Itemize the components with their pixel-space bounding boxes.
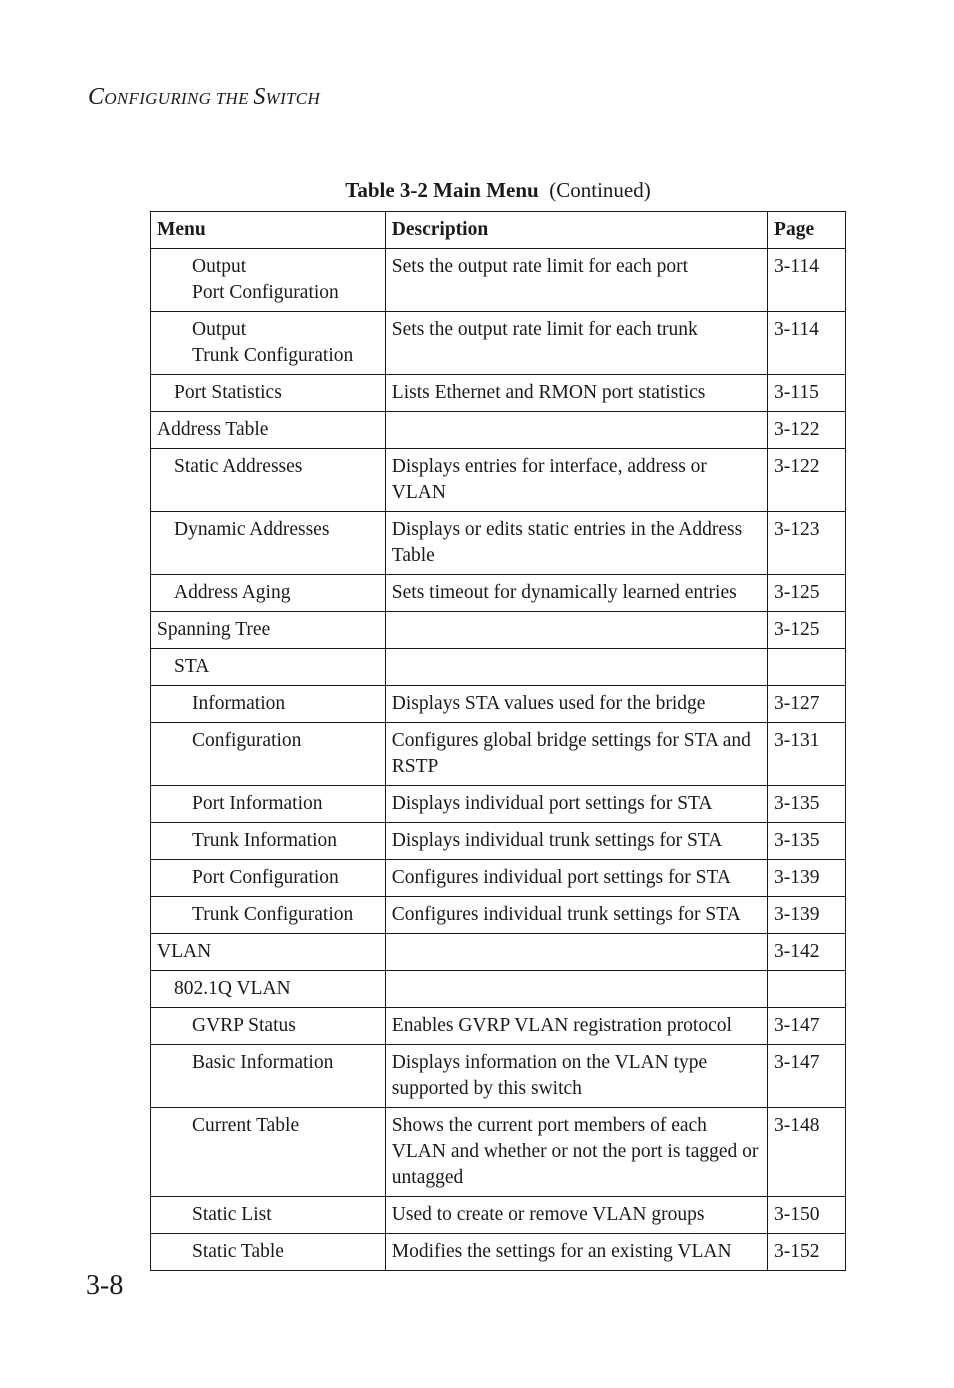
table-body [151,249,846,1271]
menu-item-label: VLAN [157,941,212,962]
menu-cell [151,612,386,649]
menu-item-label: Basic Information [192,1052,334,1073]
menu-item-text [157,1113,379,1139]
table-caption-suffix: (Continued) [549,178,651,202]
menu-item-text [157,1013,379,1039]
table-row [151,860,846,897]
page-cell: 3-122 [768,412,846,449]
menu-item-text [157,254,379,306]
menu-item-label: Port Information [192,793,323,814]
menu-item-text [157,517,379,543]
table-row [151,786,846,823]
description-cell: Displays STA values used for the bridge [385,686,767,723]
menu-cell [151,1234,386,1271]
menu-item-text [157,1202,379,1228]
menu-cell [151,649,386,686]
menu-item-label: Output [192,319,247,340]
table-row [151,412,846,449]
menu-cell [151,575,386,612]
menu-cell [151,249,386,312]
menu-cell [151,860,386,897]
page-cell: 3-147 [768,1045,846,1108]
table-row [151,971,846,1008]
menu-item-label: Trunk Configuration [192,904,354,925]
menu-item-label: Spanning Tree [157,619,271,640]
page-cell: 3-142 [768,934,846,971]
menu-item-text [157,791,379,817]
menu-item-text [157,1239,379,1265]
menu-item-label: Port Statistics [174,382,282,403]
table-row [151,897,846,934]
menu-item-text [157,939,379,965]
menu-item-text [157,580,379,606]
page-cell: 3-135 [768,823,846,860]
page-cell [768,649,846,686]
menu-item-text [157,728,379,754]
description-cell: Displays entries for interface, address or VLAN [385,449,767,512]
menu-cell [151,897,386,934]
table-row [151,449,846,512]
menu-item-text [157,654,379,680]
table-caption [150,178,846,203]
column-header-page: Page [768,212,846,249]
menu-cell [151,1108,386,1197]
table-row [151,375,846,412]
menu-cell [151,823,386,860]
description-cell: Displays or edits static entries in the Address Table [385,512,767,575]
page-cell: 3-131 [768,723,846,786]
header-initial-s: S [253,84,266,110]
column-header-menu: Menu [151,212,386,249]
page-cell: 3-139 [768,860,846,897]
menu-item-label: Output [192,256,247,277]
menu-item-text [157,865,379,891]
menu-item-label: Trunk Information [192,830,337,851]
menu-cell [151,1008,386,1045]
menu-cell [151,449,386,512]
description-cell: Configures global bridge settings for STA and RSTP [385,723,767,786]
menu-item-label: Current Table [192,1115,300,1136]
table-caption-label: Table 3-2 Main Menu [345,178,539,202]
menu-item-label: 802.1Q VLAN [174,978,291,999]
page-cell: 3-114 [768,249,846,312]
table-row [151,1197,846,1234]
page-cell: 3-148 [768,1108,846,1197]
menu-item-text [157,902,379,928]
page-cell: 3-127 [768,686,846,723]
description-cell: Sets the output rate limit for each port [385,249,767,312]
description-cell [385,971,767,1008]
table-row [151,249,846,312]
menu-item-label: Static Addresses [174,456,303,477]
menu-item-label: Static List [192,1204,272,1225]
header-smallcaps-2: WITCH [265,89,321,108]
header-smallcaps-1: ONFIGURING THE [104,89,254,108]
table-row [151,1008,846,1045]
menu-item-text [157,828,379,854]
menu-cell [151,786,386,823]
page-number: 3-8 [86,1270,124,1301]
description-cell: Configures individual trunk settings for STA [385,897,767,934]
menu-cell [151,412,386,449]
page-cell [768,971,846,1008]
menu-item-label: STA [174,656,210,677]
menu-cell [151,512,386,575]
description-cell [385,649,767,686]
menu-item-text [157,417,379,443]
page-cell: 3-125 [768,575,846,612]
table-row [151,1108,846,1197]
table-row [151,312,846,375]
menu-item-label: Information [192,693,286,714]
table-row [151,512,846,575]
description-cell [385,412,767,449]
description-cell [385,612,767,649]
table-row [151,723,846,786]
table-row [151,575,846,612]
menu-item-label: Configuration [192,730,302,751]
page-cell: 3-125 [768,612,846,649]
description-cell: Configures individual port settings for STA [385,860,767,897]
menu-cell [151,1045,386,1108]
menu-item-label-line2: Trunk Configuration [192,345,354,366]
description-cell: Modifies the settings for an existing VLAN [385,1234,767,1271]
header-initial-c: C [88,84,105,110]
menu-cell [151,375,386,412]
menu-item-label: Port Configuration [192,867,339,888]
table-row [151,649,846,686]
table-header-row [151,212,846,249]
description-cell: Sets timeout for dynamically learned entries [385,575,767,612]
menu-item-label: Dynamic Addresses [174,519,330,540]
menu-item-text [157,617,379,643]
page-cell: 3-139 [768,897,846,934]
page-cell: 3-152 [768,1234,846,1271]
page-cell: 3-147 [768,1008,846,1045]
description-cell: Enables GVRP VLAN registration protocol [385,1008,767,1045]
running-header [88,84,320,111]
description-cell: Displays information on the VLAN type supported by this switch [385,1045,767,1108]
menu-cell [151,971,386,1008]
table-row [151,1045,846,1108]
table-row [151,934,846,971]
menu-cell [151,1197,386,1234]
menu-item-text [157,380,379,406]
menu-cell [151,723,386,786]
page-cell: 3-150 [768,1197,846,1234]
table-row [151,612,846,649]
menu-cell [151,312,386,375]
description-cell [385,934,767,971]
description-cell: Lists Ethernet and RMON port statistics [385,375,767,412]
table-row [151,686,846,723]
menu-cell [151,934,386,971]
table-row [151,1234,846,1271]
page-cell: 3-123 [768,512,846,575]
page-cell: 3-135 [768,786,846,823]
menu-item-label: GVRP Status [192,1015,296,1036]
menu-item-text [157,691,379,717]
description-cell: Used to create or remove VLAN groups [385,1197,767,1234]
description-cell: Displays individual port settings for STA [385,786,767,823]
menu-item-text [157,454,379,480]
menu-item-text [157,317,379,369]
description-cell: Displays individual trunk settings for STA [385,823,767,860]
table-row [151,823,846,860]
menu-item-text [157,976,379,1002]
column-header-description: Description [385,212,767,249]
page-cell: 3-114 [768,312,846,375]
description-cell: Shows the current port members of each VLAN and whether or not the port is tagged or untagged [385,1108,767,1197]
menu-item-label-line2: Port Configuration [192,282,339,303]
page-cell: 3-122 [768,449,846,512]
menu-item-label: Static Table [192,1241,284,1262]
page-cell: 3-115 [768,375,846,412]
menu-item-label: Address Aging [174,582,291,603]
menu-item-label: Address Table [157,419,269,440]
menu-item-text [157,1050,379,1076]
description-cell: Sets the output rate limit for each trunk [385,312,767,375]
menu-cell [151,686,386,723]
main-menu-table [150,211,846,1271]
